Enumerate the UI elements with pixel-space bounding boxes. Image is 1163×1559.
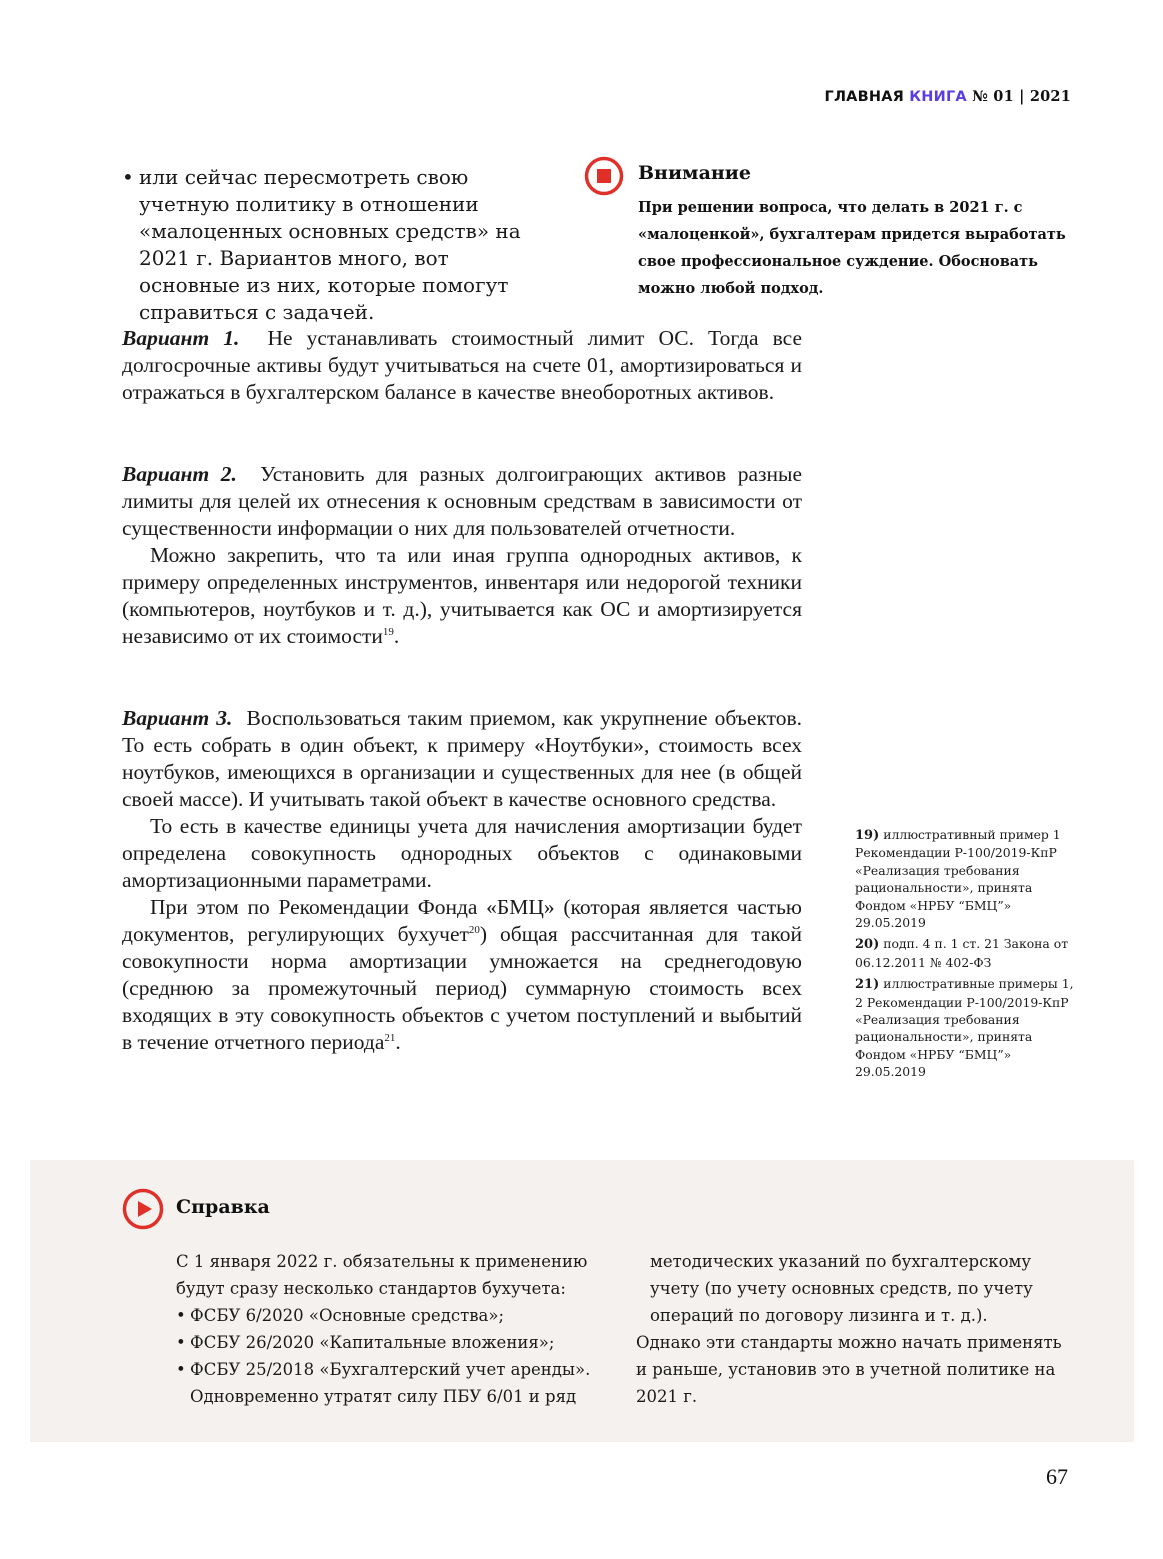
intro-bullet-text: или сейчас пересмотреть свою учетную политику в отношении «малоценных основных средств» на 2021 г. Вариантов много, вот основные из них, которые помогут справиться с задачей. (139, 165, 521, 324)
page-number: 67 (1046, 1464, 1068, 1489)
list-item-continuation: методических указаний по бухгалтерскому учету (по учету основных средств, по учету операций по договору лизинга и т. д.). (650, 1252, 1033, 1325)
reference-column-1 (176, 1248, 616, 1410)
brand-name-part2: КНИГА (909, 89, 967, 105)
list-item: • ФСБУ 25/2018 «Бухгалтерский учет аренды». (176, 1360, 591, 1379)
footnote-number: 20) (855, 937, 880, 953)
attention-title: Внимание (638, 162, 751, 184)
variant-1 (122, 325, 802, 406)
footnote (855, 935, 1085, 971)
issue-number: № 01 | 2021 (972, 88, 1071, 105)
bullet-dot: • (122, 165, 134, 189)
reference-intro: С 1 января 2022 г. обязательны к применению будут сразу несколько стандартов бухучета: (176, 1252, 588, 1298)
footnote-text: иллюстративные примеры 1, 2 Рекомендации Р-100/2019-КпР «Реализация требования рациональности», принята Фондом «НРБУ “БМЦ”» 29.05.2019 (855, 976, 1074, 1080)
variant-text: Установить для разных долгоиграющих активов разные лимиты для целей их отнесения к основным средствам в зависимости от существенности информации о них для пользователей отчетности. (122, 462, 802, 540)
brand-name-part1: ГЛАВНАЯ (824, 89, 904, 105)
variant-text: Не устанавливать стоимостный лимит ОС. Тогда все долгосрочные активы будут учитываться на счете 01, амортизироваться и отражаться в бухгалтерском балансе в качестве внеоборотных активов. (122, 326, 802, 404)
reference-title: Справка (176, 1196, 270, 1218)
stop-icon (584, 156, 624, 196)
footnote-text: иллюстративный пример 1 Рекомендации Р-100/2019-КпР «Реализация требования рациональности», принята Фондом «НРБУ “БМЦ”» 29.05.2019 (855, 827, 1061, 931)
footnote (855, 826, 1085, 931)
reference-closing: Однако эти стандарты можно начать применять и раньше, установив это в учетной политике на 2021 г. (636, 1333, 1062, 1406)
variant-label: Вариант 3. (122, 706, 233, 730)
running-header (825, 88, 1072, 105)
footnote-ref[interactable]: 19 (382, 625, 394, 638)
variant-text: Воспользоваться таким приемом, как укрупнение объектов. То есть собрать в один объект, к примеру «Ноутбуки», стоимость всех ноутбуков, имеющихся в организации и существенных для нее (в общей своей массе). И учитывать такой объект в качестве основного средства. (122, 706, 803, 811)
footnotes (855, 826, 1085, 1085)
footnote-number: 19) (855, 828, 880, 843)
list-item: • ФСБУ 26/2020 «Капитальные вложения»; (176, 1333, 555, 1352)
attention-text: При решении вопроса, что делать в 2021 г. с «малоценкой», бухгалтерам придется выработать свое профессиональное суждение. Обосновать можно любой подход. (638, 199, 1066, 297)
list-item: • ФСБУ 6/2020 «Основные средства»; (176, 1306, 505, 1325)
paragraph: То есть в качестве единицы учета для начисления амортизации будет определена совокупность однородных объектов с одинаковыми амортизационными параметрами. (122, 814, 802, 892)
footnote (855, 975, 1085, 1080)
variant-label: Вариант 2. (122, 462, 237, 486)
paragraph: При этом по Рекомендации Фонда «БМЦ» (которая является частью документов, регулирующих бухучет$^{20}$) общая рассчитанная для такой совокупности норма амортизации умножается на среднегодовую (среднюю за промежуточный период) суммарную стоимость всех входящих в эту совокупность объектов с учетом поступлений и выбытий в течение отчетного периода$^{21}$. (122, 895, 802, 1054)
play-icon (122, 1188, 164, 1230)
variant-2 (122, 461, 802, 650)
reference-column-2 (636, 1248, 1076, 1410)
variant-label: Вариант 1. (122, 326, 240, 350)
footnote-number: 21) (855, 977, 880, 993)
footnote-ref[interactable]: 21 (384, 1031, 396, 1044)
footnote-text: подп. 4 п. 1 ст. 21 Закона от 06.12.2011 № 402-ФЗ (855, 936, 1069, 970)
intro-bullet (122, 164, 552, 326)
reference-box (30, 1160, 1134, 1442)
variant-3 (122, 705, 802, 1056)
list-item-continuation: Одновременно утратят силу ПБУ 6/01 и ряд (190, 1387, 577, 1406)
scalloped-edge (30, 1156, 1134, 1164)
paragraph: Можно закрепить, что та или иная группа однородных активов, к примеру определенных инструментов, инвентаря или недорогой техники (компьютеров, ноутбуков и т. д.), учитывается как ОС и амортизируется независимо от их стоимости$^{19}$. (122, 543, 802, 648)
footnote-ref[interactable]: 20 (468, 923, 480, 936)
